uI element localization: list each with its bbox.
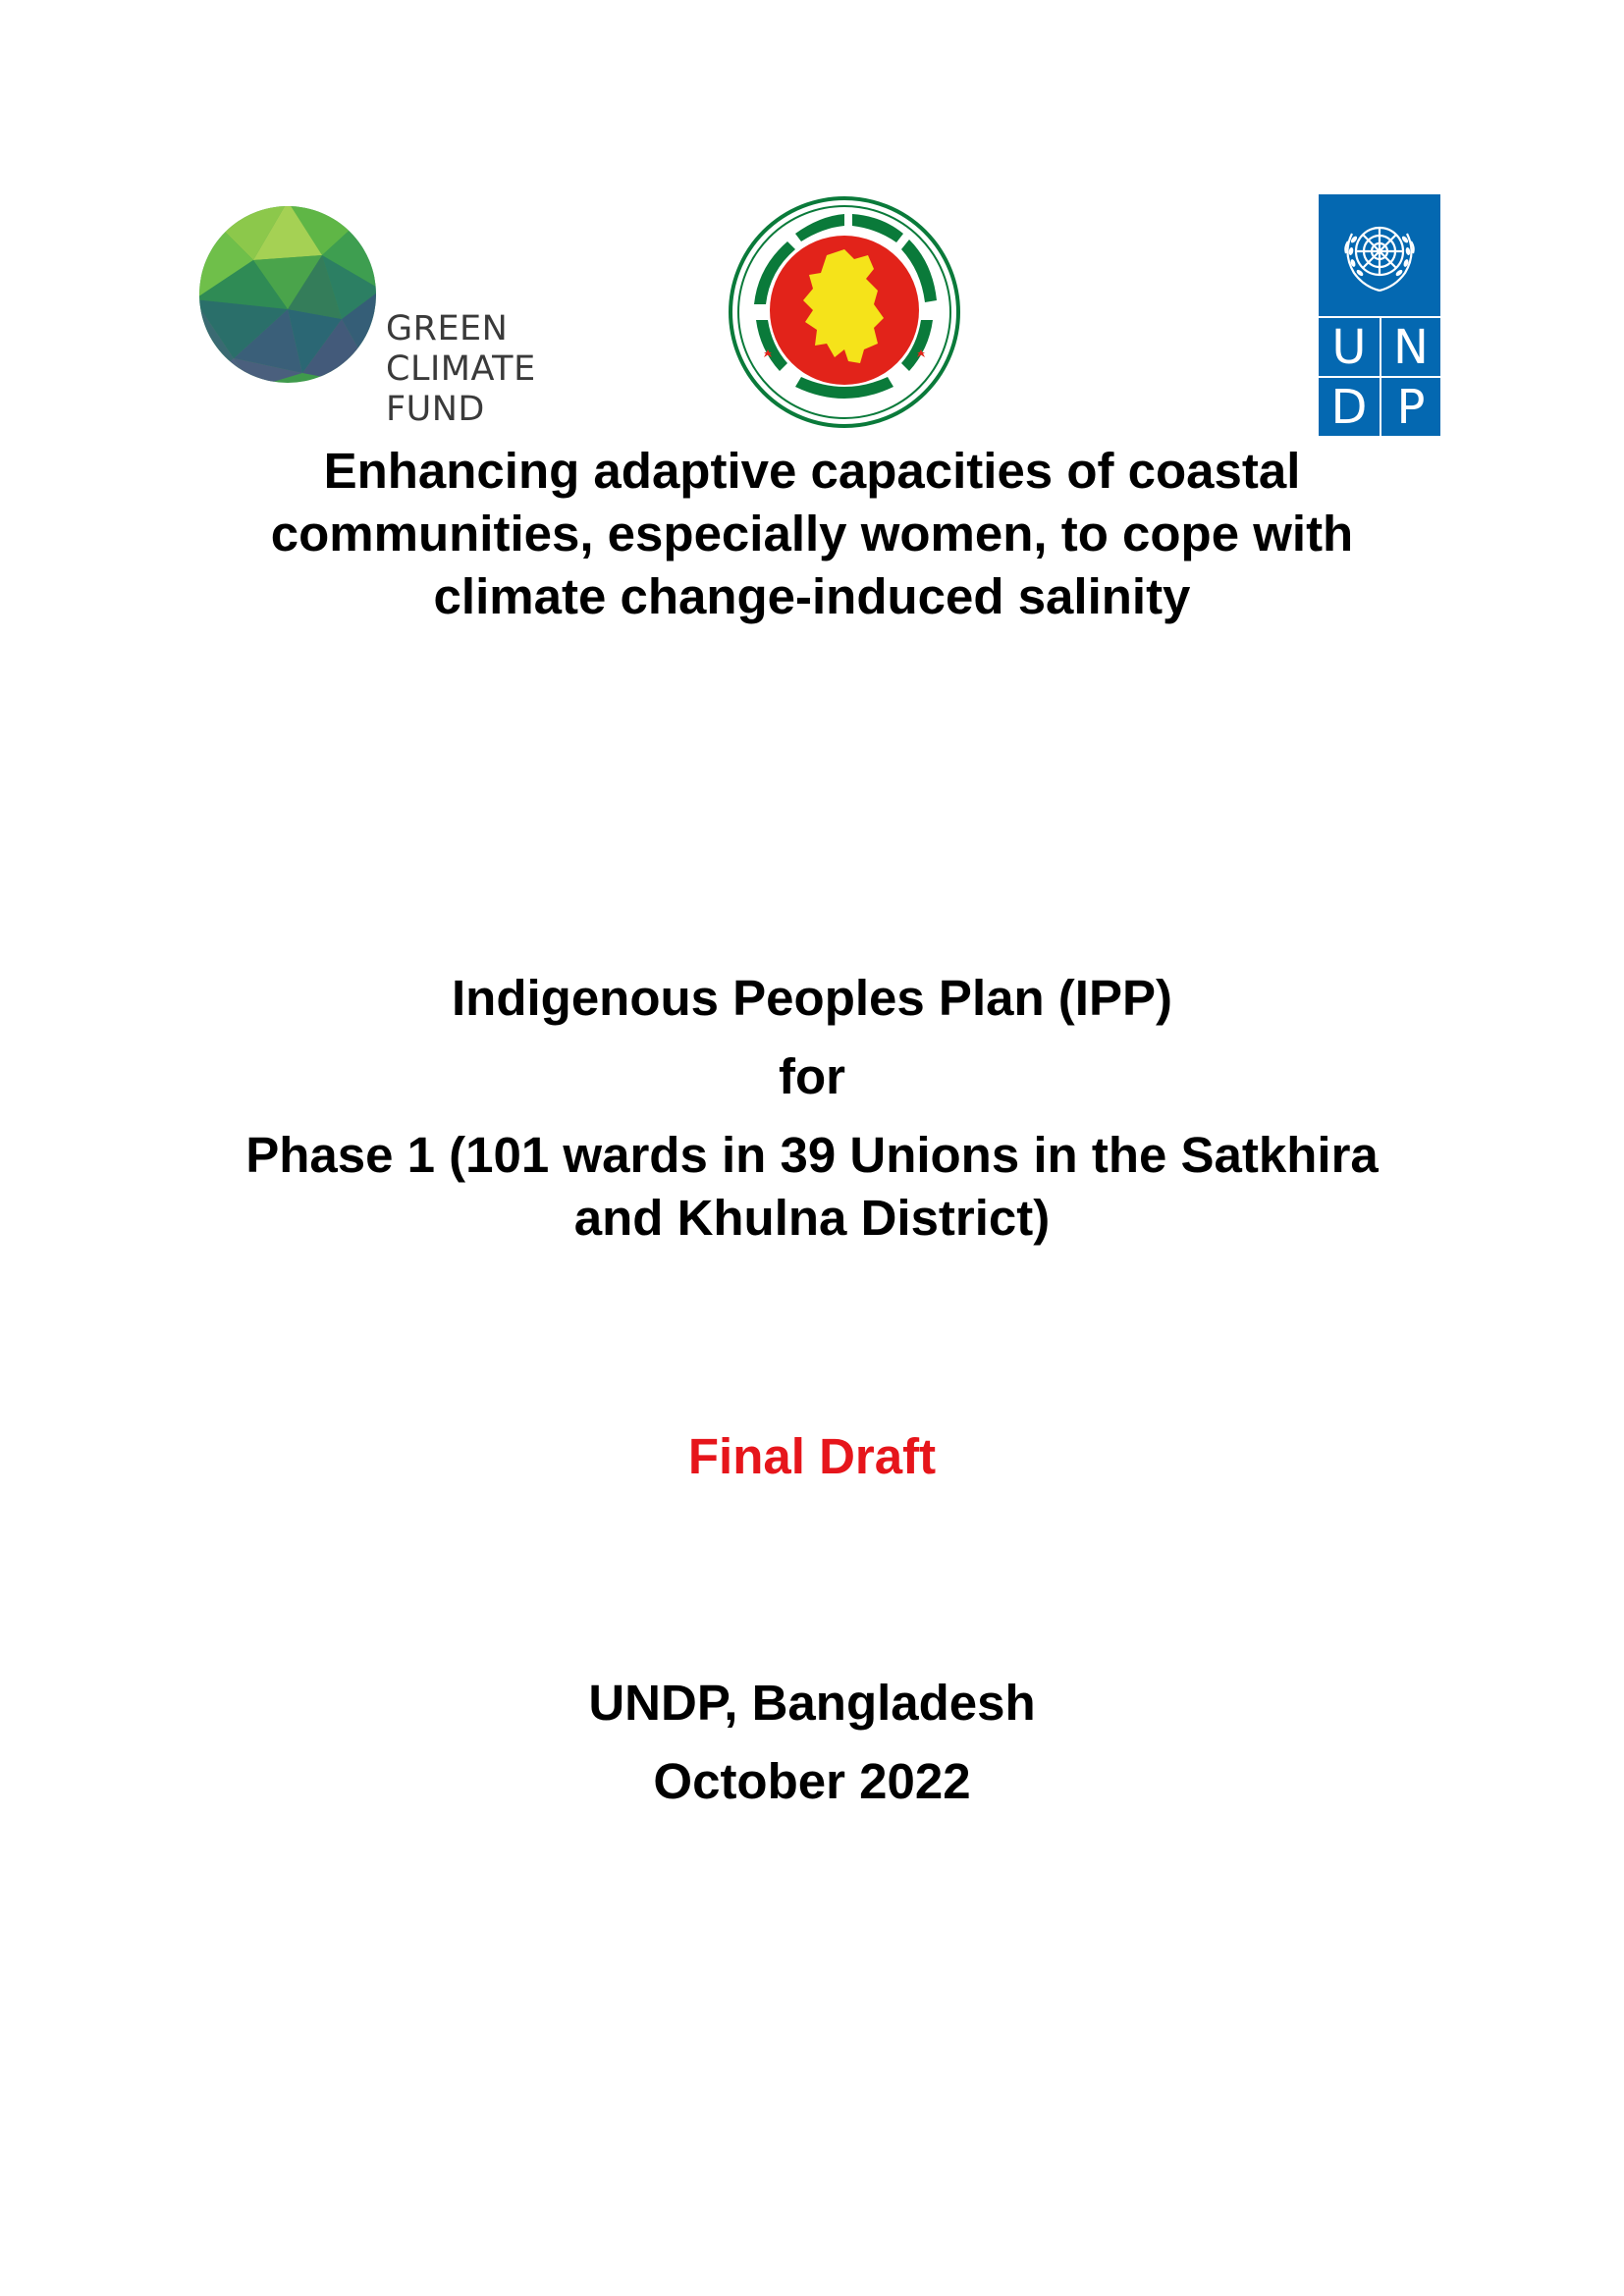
project-title	[147, 440, 1477, 628]
undp-letter-p: P	[1380, 376, 1440, 436]
bangladesh-seal-icon	[727, 194, 962, 430]
plan-name: Indigenous Peoples Plan (IPP)	[452, 970, 1172, 1026]
undp-letter-d: D	[1319, 376, 1380, 436]
undp-letter-u: U	[1319, 316, 1380, 376]
publisher-block	[147, 1664, 1477, 1821]
publication-date: October 2022	[653, 1753, 971, 1809]
publisher-organization: UNDP, Bangladesh	[588, 1675, 1036, 1731]
plan-connector: for	[779, 1048, 845, 1104]
project-title-line-2: communities, especially women, to cope with	[270, 506, 1354, 561]
government-seal-logo	[727, 194, 962, 430]
draft-status-label: Final Draft	[687, 1428, 937, 1484]
gcf-line-2: CLIMATE	[386, 349, 536, 389]
un-emblem-icon	[1319, 194, 1440, 316]
logo-row	[0, 0, 1624, 452]
phase-line-1: Phase 1 (101 wards in 39 Unions in the Satkhira	[245, 1127, 1379, 1183]
phase-title	[147, 1124, 1477, 1250]
project-title-line-3: climate change-induced salinity	[433, 568, 1191, 624]
gcf-line-1: GREEN	[386, 309, 509, 348]
undp-letter-grid	[1319, 316, 1440, 436]
green-climate-fund-logo	[194, 201, 544, 429]
project-title-line-1: Enhancing adaptive capacities of coastal	[323, 443, 1301, 499]
undp-letter-n: N	[1380, 316, 1440, 376]
undp-logo	[1319, 194, 1440, 436]
gcf-globe-icon	[194, 201, 381, 388]
plan-title	[147, 967, 1477, 1108]
gcf-wordmark	[386, 309, 536, 430]
gcf-line-3: FUND	[386, 390, 485, 429]
phase-line-2: and Khulna District)	[573, 1190, 1051, 1246]
